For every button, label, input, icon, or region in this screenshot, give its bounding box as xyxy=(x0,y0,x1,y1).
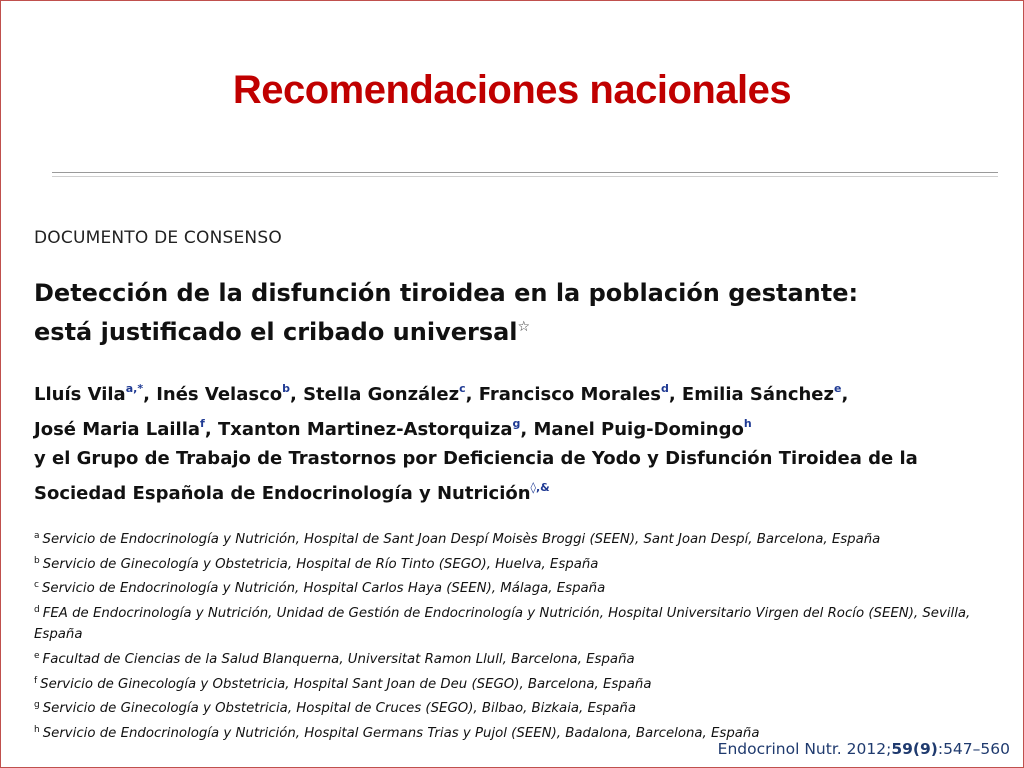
affiliation-text: FEA de Endocrinología y Nutrición, Unidad de Gestión de Endocrinología y Nutrición, Hospital Universitario Virgen del Rocío (SEEN), Sevilla, España xyxy=(34,605,971,643)
author-separator: , xyxy=(841,384,849,405)
working-group-line-2 xyxy=(34,473,1014,508)
affiliation-text: Facultad de Ciencias de la Salud Blanquerna, Universitat Ramon Llull, Barcelona, España xyxy=(42,651,635,667)
article-title-line-2: está justificado el cribado universal xyxy=(34,318,518,346)
author-name: Emilia Sánchez xyxy=(681,384,834,405)
affiliation-text: Servicio de Endocrinología y Nutrición, Hospital Carlos Haya (SEEN), Málaga, España xyxy=(41,581,606,597)
article-title-line-1: Detección de la disfunción tiroidea en la población gestante: xyxy=(34,279,859,307)
author-separator: , xyxy=(204,419,218,440)
affiliation-text: Servicio de Ginecología y Obstetricia, Hospital de Cruces (SEGO), Bilbao, Bizkaia, España xyxy=(42,701,636,717)
author-separator: , xyxy=(465,384,479,405)
author-affiliation-mark: f xyxy=(200,417,205,430)
affiliation-item xyxy=(34,646,1004,671)
journal-citation xyxy=(718,740,1010,758)
author-affiliation-mark: c xyxy=(459,382,466,395)
author-name: Txanton Martinez-Astorquiza xyxy=(217,419,513,440)
working-group-society: Sociedad Española de Endocrinología y Nutrición xyxy=(34,483,531,504)
star-footnote-icon: ☆ xyxy=(517,319,531,335)
affiliation-item xyxy=(34,600,1004,646)
author-affiliation-mark: a,* xyxy=(125,382,144,395)
affiliation-text: Servicio de Endocrinología y Nutrición, Hospital Germans Trias y Pujol (SEEN), Badalona, Barcelona, España xyxy=(42,725,760,741)
affiliation-item xyxy=(34,575,1004,600)
document-type: DOCUMENTO DE CONSENSO xyxy=(34,228,282,248)
affiliation-text: Servicio de Ginecología y Obstetricia, Hospital de Río Tinto (SEGO), Huelva, España xyxy=(42,556,599,572)
affiliation-text: Servicio de Endocrinología y Nutrición, Hospital de Sant Joan Despí Moisès Broggi (SEEN), Sant Joan Despí, Barcelona, España xyxy=(42,532,881,547)
author-name: Manel Puig-Domingo xyxy=(533,419,744,440)
affiliation-letter: b xyxy=(34,555,40,566)
affiliation-list xyxy=(34,526,1004,744)
affiliation-letter: e xyxy=(34,650,40,661)
title-divider xyxy=(52,172,998,177)
author-line-1 xyxy=(34,374,1014,409)
author-list xyxy=(34,374,1014,508)
affiliation-text: Servicio de Ginecología y Obstetricia, Hospital Sant Joan de Deu (SEGO), Barcelona, España xyxy=(40,676,652,692)
author-name: Inés Velasco xyxy=(156,384,283,405)
affiliation-item xyxy=(34,551,1004,576)
affiliation-letter: a xyxy=(34,531,40,541)
author-name: José Maria Lailla xyxy=(34,419,201,440)
author-affiliation-mark: g xyxy=(512,417,521,430)
citation-volume: 59(9) xyxy=(891,740,938,758)
citation-pages: :547–560 xyxy=(937,740,1010,758)
affiliation-item xyxy=(34,526,1004,551)
author-separator: , xyxy=(143,384,157,405)
affiliation-letter: f xyxy=(34,675,38,686)
affiliation-letter: g xyxy=(34,700,40,711)
author-separator: , xyxy=(289,384,304,405)
working-group-mark: ◊,& xyxy=(530,481,550,494)
citation-journal: Endocrinol Nutr. 2012; xyxy=(717,740,892,758)
affiliation-item xyxy=(34,695,1004,720)
author-affiliation-mark: b xyxy=(282,382,290,395)
affiliation-letter: d xyxy=(34,604,40,615)
author-affiliation-mark: d xyxy=(660,382,669,395)
author-name: Francisco Morales xyxy=(478,384,661,405)
affiliation-letter: h xyxy=(34,724,40,735)
slide-title: Recomendaciones nacionales xyxy=(232,68,792,112)
author-affiliation-mark: h xyxy=(743,417,752,430)
author-name: Stella González xyxy=(303,384,460,405)
working-group-line-1: y el Grupo de Trabajo de Trastornos por Deficiencia de Yodo y Disfunción Tiroidea de la xyxy=(34,448,918,469)
article-title xyxy=(34,276,994,349)
author-separator: , xyxy=(668,384,682,405)
affiliation-item xyxy=(34,671,1004,696)
author-name: Lluís Vila xyxy=(34,384,126,405)
author-affiliation-mark: e xyxy=(834,382,842,395)
author-line-2 xyxy=(34,409,1014,444)
affiliation-letter: c xyxy=(34,580,39,591)
author-separator: , xyxy=(520,419,534,440)
